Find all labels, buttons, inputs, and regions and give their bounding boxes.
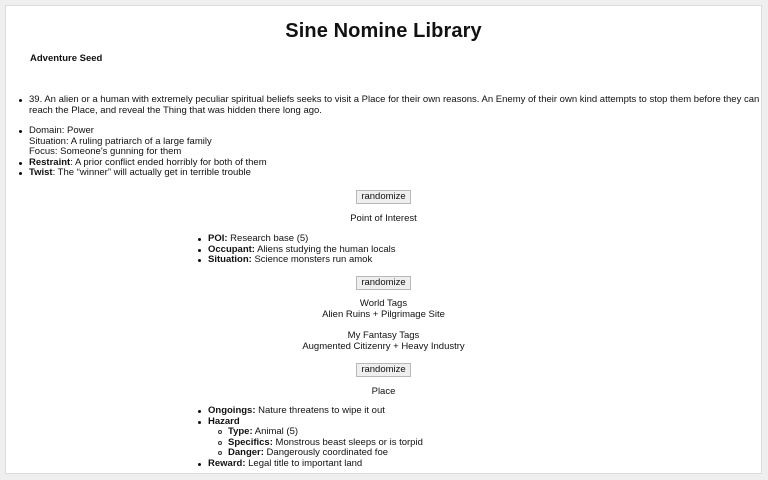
poi-item-label: POI:: [208, 233, 228, 244]
hazard-type-value: Animal (5): [252, 426, 299, 437]
randomize-tags-button[interactable]: randomize: [356, 363, 410, 377]
library-panel: [5, 5, 762, 474]
poi-item-value: Research base (5): [227, 233, 309, 244]
page-title: Sine Nomine Library: [285, 20, 482, 42]
randomize-seed-button[interactable]: randomize: [356, 190, 410, 204]
seed-domain: Domain: Power: [29, 125, 94, 136]
restraint-label: Restraint: [29, 156, 71, 168]
poi-randomize-wrap: [6, 276, 761, 290]
hazard-type-label: Type:: [228, 426, 253, 437]
reward-label: Reward:: [208, 457, 246, 469]
seed-randomize-wrap: [6, 190, 761, 204]
world-tags-heading: World Tags: [359, 298, 408, 309]
world-tags-value: Alien Ruins + Pilgrimage Site: [322, 308, 445, 320]
ongoings-value: Nature threatens to wipe it out: [255, 405, 385, 416]
seed-focus: Focus: Someone's gunning for them: [29, 146, 182, 157]
fantasy-tags-block: [6, 331, 761, 352]
hazard-specifics-value: Monstrous beast sleeps or is torpid: [272, 436, 423, 448]
place-hazard: [208, 417, 608, 459]
place-ongoings: [208, 406, 608, 417]
poi-occupant-label: Occupant:: [208, 243, 255, 255]
seed-text: 39. An alien or a human with extremely peculiar spiritual beliefs seeks to visit a Place for their own reasons. An Enemy of their own kind attempts to stop them before they can reach the Place, and reveal the Thing that was hidden there long ago.: [29, 95, 762, 116]
hazard-danger-label: Danger:: [228, 447, 264, 458]
reward-value: Legal title to important land: [245, 457, 363, 469]
seed-situation: Situation: A ruling patriarch of a large family: [29, 135, 212, 147]
seed-domain-block: [29, 126, 762, 158]
place-reward: [208, 459, 608, 470]
fantasy-tags-heading: My Fantasy Tags: [347, 330, 420, 341]
seed-twist: [29, 168, 762, 179]
adventure-seed-heading: Adventure Seed: [30, 53, 103, 64]
twist-label: Twist: [29, 167, 53, 178]
place-list: [208, 406, 608, 469]
poi-situation-label: Situation:: [208, 254, 252, 265]
world-tags-block: [6, 299, 761, 320]
place-heading: Place: [371, 386, 396, 397]
hazard-specifics-label: Specifics:: [228, 436, 273, 448]
poi-situation-value: Science monsters run amok: [251, 254, 373, 265]
seed-text-list: [29, 95, 762, 116]
restraint-value: : A prior conflict ended horribly for both of them: [70, 156, 267, 168]
hazard-sublist: [208, 427, 608, 459]
hazard-label: Hazard: [208, 415, 240, 427]
poi-heading: Point of Interest: [350, 213, 417, 224]
poi-occupant-value: Aliens studying the human locals: [254, 243, 396, 255]
ongoings-label: Ongoings:: [208, 405, 256, 416]
fantasy-tags-value: Augmented Citizenry + Heavy Industry: [302, 340, 465, 352]
hazard-danger-value: Dangerously coordinated foe: [263, 447, 389, 458]
poi-situation: [208, 255, 608, 266]
twist-value: : The “winner” will actually get in terrible trouble: [52, 167, 251, 178]
tags-randomize-wrap: [6, 363, 761, 377]
poi-list: [208, 234, 608, 266]
seed-details-list: [29, 126, 762, 179]
randomize-poi-button[interactable]: randomize: [356, 276, 410, 290]
